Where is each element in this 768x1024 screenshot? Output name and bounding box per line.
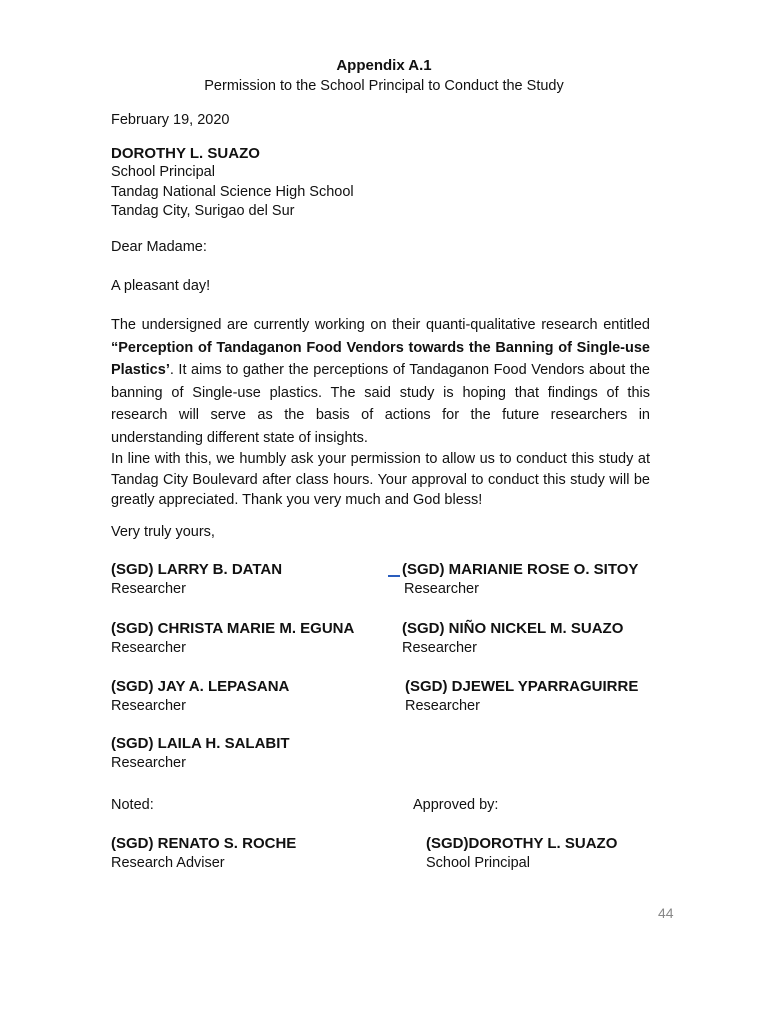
anchor-marker [388, 575, 400, 577]
closing: Very truly yours, [111, 524, 215, 540]
body-rest-text: . It aims to gather the perceptions of Tandaganon Food Vendors about the banning of Single-use plastics. The said study is hoping that findings of this research will serve as the basis of actions for the future researchers in understanding different state of insights. [111, 362, 650, 446]
page-number: 44 [658, 905, 674, 921]
researcher-role: Researcher [111, 581, 186, 597]
body-paragraph-1 [111, 314, 650, 449]
appendix-subtitle: Permission to the School Principal to Conduct the Study [204, 78, 564, 94]
salutation: Dear Madame: [111, 239, 207, 255]
researcher-role: Researcher [402, 640, 477, 656]
recipient-name: DOROTHY L. SUAZO [111, 145, 260, 162]
body-intro-text: The undersigned are currently working on their quanti-qualitative research entitled [111, 317, 650, 333]
researcher-name: (SGD) NIÑO NICKEL M. SUAZO [402, 620, 624, 637]
adviser-name: (SGD) RENATO S. ROCHE [111, 835, 297, 852]
researcher-name: (SGD) JAY A. LEPASANA [111, 678, 290, 695]
principal-name: (SGD)DOROTHY L. SUAZO [426, 835, 618, 852]
adviser-role: Research Adviser [111, 855, 225, 871]
researcher-name: (SGD) MARIANIE ROSE O. SITOY [402, 561, 639, 578]
researcher-role: Researcher [111, 640, 186, 656]
recipient-address: Tandag City, Surigao del Sur [111, 203, 295, 219]
principal-role: School Principal [426, 855, 530, 871]
researcher-role: Researcher [111, 698, 186, 714]
recipient-position: School Principal [111, 164, 215, 180]
researcher-name: (SGD) DJEWEL YPARRAGUIRRE [405, 678, 639, 695]
noted-label: Noted: [111, 797, 154, 813]
greeting: A pleasant day! [111, 278, 211, 294]
researcher-role: Researcher [405, 698, 480, 714]
researcher-role: Researcher [111, 755, 186, 771]
approved-label: Approved by: [413, 797, 499, 813]
researcher-name: (SGD) LARRY B. DATAN [111, 561, 283, 578]
body-paragraph-2: In line with this, we humbly ask your permission to allow us to conduct this study at Tandag City Boulevard after class hours. Your approval to conduct this study will be greatly appreciated. Thank you very much and God bless! [111, 451, 650, 508]
researcher-role: Researcher [404, 581, 479, 597]
study-title: “Perception of Tandaganon Food Vendors towards the Banning of Single-use Plastics’ [111, 339, 650, 378]
appendix-title: Appendix A.1 [336, 57, 432, 74]
letter-date: February 19, 2020 [111, 112, 230, 128]
researcher-name: (SGD) LAILA H. SALABIT [111, 735, 290, 752]
researcher-name: (SGD) CHRISTA MARIE M. EGUNA [111, 620, 355, 637]
recipient-school: Tandag National Science High School [111, 184, 354, 200]
